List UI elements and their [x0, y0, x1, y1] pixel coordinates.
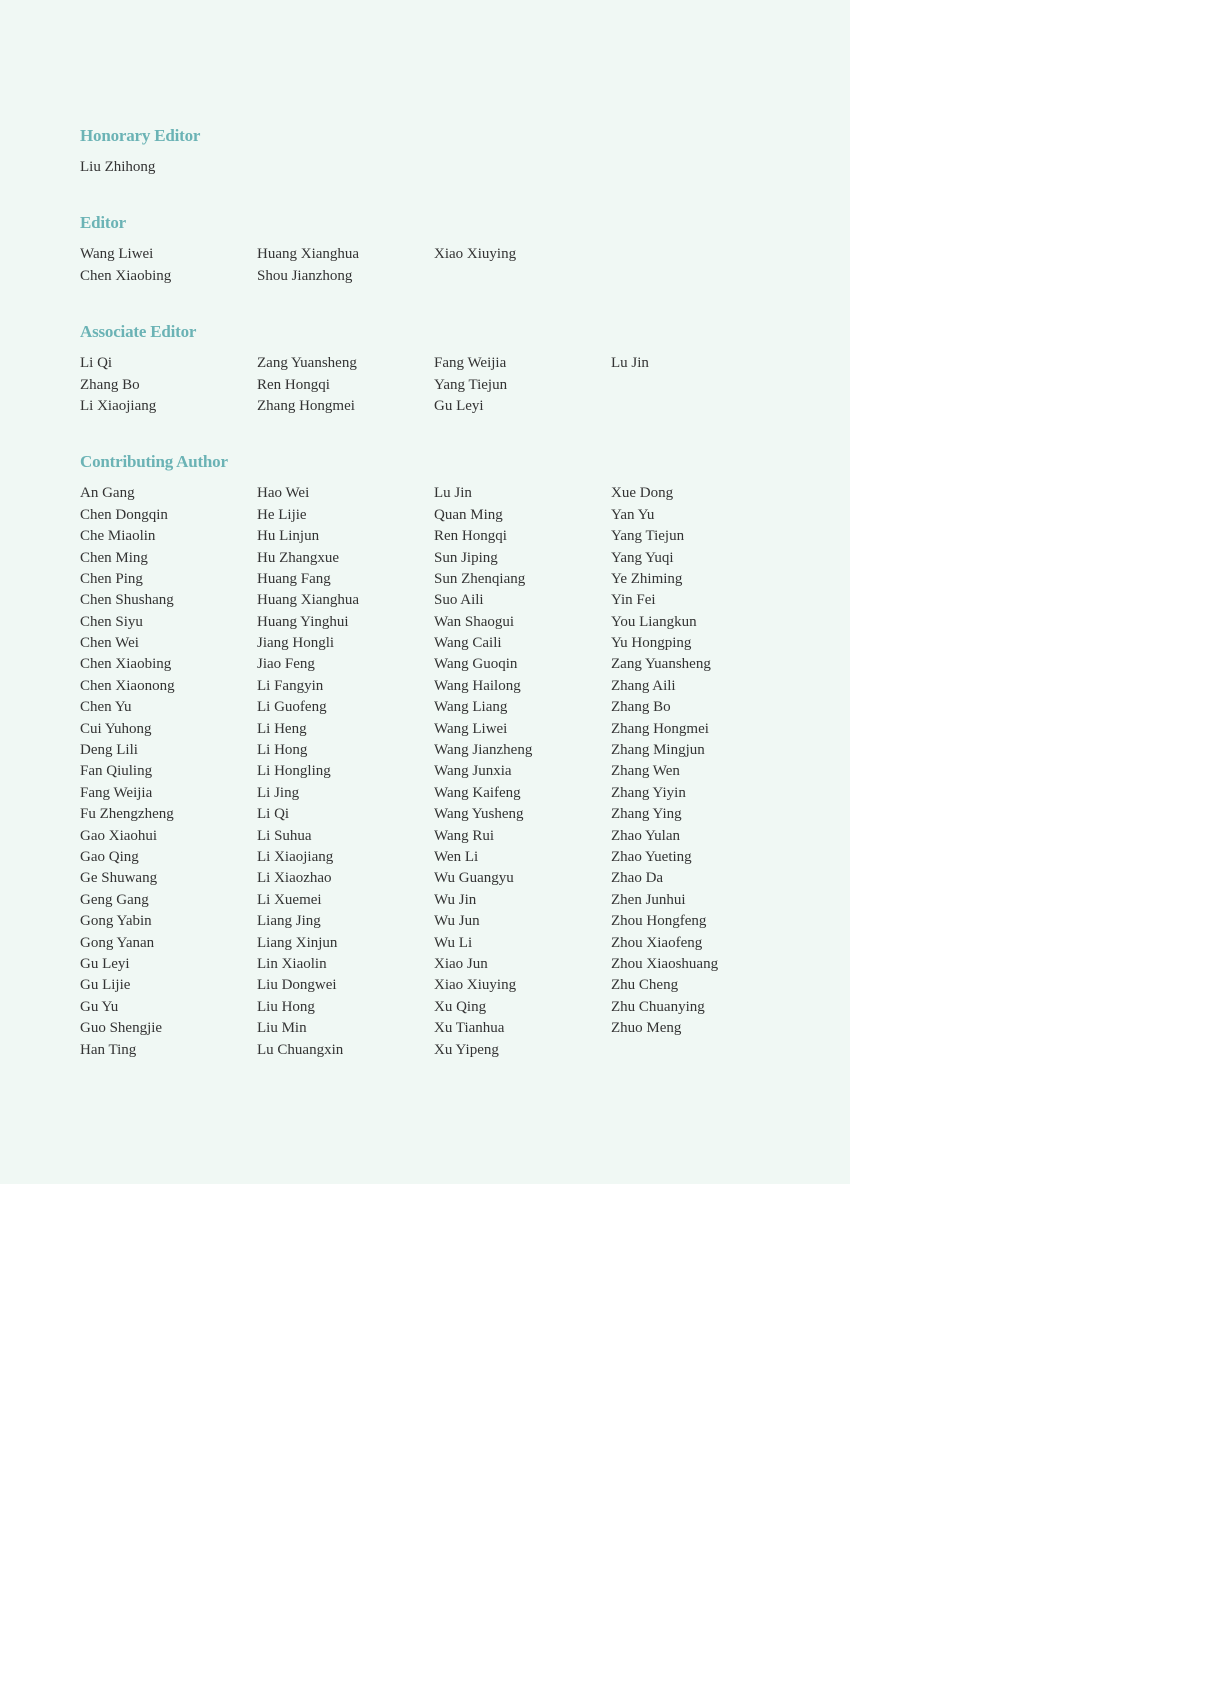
person-name: Chen Xiaobing	[80, 267, 172, 284]
honorary-editor-section	[80, 125, 800, 178]
person-name: Wang Liang	[434, 699, 508, 716]
person-name: Zhang Yiyin	[611, 784, 686, 801]
person-name: Chen Siyu	[80, 613, 143, 630]
person-name: Chen Shushang	[80, 592, 174, 609]
contributing-author-section	[80, 451, 800, 1061]
person-name: Ren Hongqi	[434, 528, 507, 545]
person-name: Liu Dongwei	[257, 977, 337, 994]
person-name: Li Heng	[257, 720, 307, 737]
editor-section	[80, 212, 800, 287]
person-name: Li Xuemei	[257, 891, 322, 908]
credits-content	[80, 125, 800, 1061]
person-name: Yu Hongping	[611, 635, 692, 652]
person-name: Zang Yuansheng	[611, 656, 711, 673]
person-name: Wang Guoqin	[434, 656, 518, 673]
person-name: Li Qi	[80, 355, 113, 372]
person-name: Fang Weijia	[80, 784, 153, 801]
person-name: Huang Yinghui	[257, 613, 349, 630]
person-name: Zhao Yulan	[611, 827, 681, 844]
person-name: Li Jing	[257, 784, 300, 801]
person-name: Lu Jin	[434, 485, 472, 502]
person-name: Zhu Chuanying	[611, 998, 705, 1015]
person-name	[611, 375, 788, 396]
person-name: Chen Wei	[80, 635, 139, 652]
person-name: Gao Qing	[80, 848, 139, 865]
person-name: Fan Qiuling	[80, 763, 153, 780]
person-name: Sun Zhenqiang	[434, 570, 526, 587]
person-name: Wen Li	[434, 848, 479, 865]
contributing-author-heading: Contributing Author	[80, 452, 228, 472]
person-name: Wang Jianzheng	[434, 742, 533, 759]
person-name: Li Hong	[257, 742, 308, 759]
person-name: Yan Yu	[611, 506, 655, 523]
person-name: Wu Guangyu	[434, 870, 514, 887]
person-name: Xu Yipeng	[434, 1041, 499, 1058]
person-name: You Liangkun	[611, 613, 697, 630]
person-name: Gu Lijie	[80, 977, 131, 994]
person-name: Chen Xiaobing	[80, 656, 172, 673]
person-name: Wang Junxia	[434, 763, 512, 780]
person-name: Zhao Da	[611, 870, 664, 887]
person-name: Guo Shengjie	[80, 1020, 163, 1037]
person-name: Liu Hong	[257, 998, 315, 1015]
person-name: Li Guofeng	[257, 699, 327, 716]
person-name: Zhang Hongmei	[257, 397, 355, 414]
person-name: Xu Qing	[434, 998, 487, 1015]
person-name: Wang Kaifeng	[434, 784, 521, 801]
person-name: Wu Jun	[434, 913, 480, 930]
person-name: Zang Yuansheng	[257, 355, 357, 372]
person-name: Lu Chuangxin	[257, 1041, 344, 1058]
person-name: Huang Fang	[257, 570, 331, 587]
honorary-editor-heading: Honorary Editor	[80, 126, 201, 145]
person-name: Xiao Jun	[434, 955, 488, 972]
person-name: Zhou Xiaoshuang	[611, 955, 719, 972]
person-name: Chen Yu	[80, 699, 132, 716]
person-name: Chen Dongqin	[80, 506, 168, 523]
person-name: Chen Ping	[80, 570, 143, 587]
editor-heading: Editor	[80, 213, 127, 233]
person-name: Ge Shuwang	[80, 870, 158, 887]
person-name: Zhang Bo	[611, 699, 671, 716]
associate-editor-heading: Associate Editor	[80, 322, 197, 342]
person-name: Zhou Hongfeng	[611, 913, 707, 930]
person-name: Gong Yabin	[80, 913, 152, 930]
person-name: Gong Yanan	[80, 934, 155, 951]
person-name: Wang Yusheng	[434, 806, 524, 823]
person-name: Sun Jiping	[434, 549, 498, 566]
person-name: Shou Jianzhong	[257, 267, 353, 284]
person-name: Xue Dong	[611, 485, 674, 502]
person-name	[611, 244, 788, 265]
person-name: Li Suhua	[257, 827, 312, 844]
person-name: Liang Xinjun	[257, 934, 338, 951]
person-name: Li Qi	[257, 806, 290, 823]
page	[0, 0, 850, 1184]
person-name: Wu Jin	[434, 891, 477, 908]
person-name: Zhu Cheng	[611, 977, 679, 994]
person-name: Xu Tianhua	[434, 1020, 505, 1037]
person-name: Zhang Hongmei	[611, 720, 709, 737]
person-name: Zhou Xiaofeng	[611, 934, 703, 951]
person-name: Wang Rui	[434, 827, 495, 844]
person-name: Gu Yu	[80, 998, 119, 1015]
person-name: Lin Xiaolin	[257, 955, 327, 972]
editor-list	[80, 244, 800, 287]
person-name: Wang Liwei	[434, 720, 508, 737]
person-name: Huang Xianghua	[257, 246, 360, 263]
person-name: Zhen Junhui	[611, 891, 686, 908]
person-name: Zhang Wen	[611, 763, 680, 780]
person-name: He Lijie	[257, 506, 307, 523]
person-name: Yang Yuqi	[611, 549, 674, 566]
person-name: Fu Zhengzheng	[80, 806, 174, 823]
person-name: Fang Weijia	[434, 355, 507, 372]
person-name: Liang Jing	[257, 913, 321, 930]
person-name: Ye Zhiming	[611, 570, 683, 587]
person-name: Cui Yuhong	[80, 720, 152, 737]
person-name: Li Hongling	[257, 763, 331, 780]
person-name: Lu Jin	[611, 355, 649, 372]
person-name: Li Xiaojiang	[257, 848, 334, 865]
person-name: Han Ting	[80, 1041, 137, 1058]
person-name: Li Xiaojiang	[80, 397, 157, 414]
person-name: Li Fangyin	[257, 677, 324, 694]
person-name: An Gang	[80, 485, 135, 502]
person-name: Hu Zhangxue	[257, 549, 340, 566]
person-name: Yang Tiejun	[434, 376, 508, 393]
person-name: Hao Wei	[257, 485, 310, 502]
contributing-author-list	[80, 483, 800, 1061]
person-name: Suo Aili	[434, 592, 484, 609]
person-name: Xiao Xiuying	[434, 977, 517, 994]
person-name: Quan Ming	[434, 506, 503, 523]
person-name: Wang Caili	[434, 635, 502, 652]
person-name: Hu Linjun	[257, 528, 320, 545]
person-name: Liu Zhihong	[80, 159, 156, 175]
person-name: Liu Min	[257, 1020, 307, 1037]
associate-editor-list	[80, 353, 800, 417]
person-name: Zhuo Meng	[611, 1020, 682, 1037]
person-name: Yin Fei	[611, 592, 656, 609]
person-name: Xiao Xiuying	[434, 246, 517, 263]
person-name: Che Miaolin	[80, 528, 156, 545]
person-name: Jiang Hongli	[257, 635, 335, 652]
person-name: Chen Ming	[80, 549, 148, 566]
person-name: Zhang Ying	[611, 806, 682, 823]
person-name: Wu Li	[434, 934, 473, 951]
person-name: Gu Leyi	[80, 955, 130, 972]
person-name: Gao Xiaohui	[80, 827, 158, 844]
person-name: Wan Shaogui	[434, 613, 515, 630]
person-name: Chen Xiaonong	[80, 677, 175, 694]
person-name: Zhang Mingjun	[611, 742, 705, 759]
person-name: Geng Gang	[80, 891, 149, 908]
person-name: Deng Lili	[80, 742, 138, 759]
person-name: Yang Tiejun	[611, 528, 685, 545]
person-name: Wang Liwei	[80, 246, 154, 263]
person-name: Zhao Yueting	[611, 848, 692, 865]
person-name: Jiao Feng	[257, 656, 315, 673]
person-name: Wang Hailong	[434, 677, 521, 694]
person-name: Ren Hongqi	[257, 376, 330, 393]
person-name: Gu Leyi	[434, 397, 484, 414]
person-name: Huang Xianghua	[257, 592, 360, 609]
associate-editor-section	[80, 321, 800, 417]
honorary-editor-list	[80, 157, 800, 178]
person-name: Li Xiaozhao	[257, 870, 332, 887]
person-name: Zhang Bo	[80, 376, 140, 393]
person-name: Zhang Aili	[611, 677, 676, 694]
